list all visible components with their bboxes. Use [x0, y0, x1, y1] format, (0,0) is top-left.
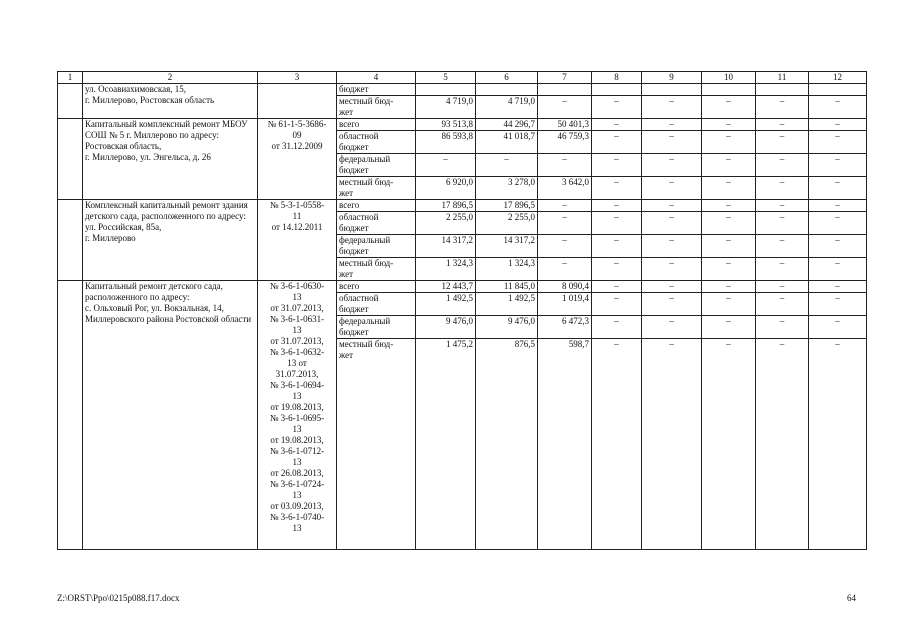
value-cell: 44 296,7	[476, 119, 538, 131]
value-cell: –	[702, 96, 756, 119]
value-cell: –	[476, 154, 538, 177]
value-cell: 3 642,0	[538, 177, 592, 200]
funding-source-cell: областной бюджет	[337, 131, 416, 154]
value-cell: –	[756, 177, 809, 200]
funding-source-cell: местный бюд- жет	[337, 96, 416, 119]
value-cell: –	[756, 96, 809, 119]
document-cell	[258, 84, 337, 119]
value-cell: 598,7	[538, 339, 592, 550]
document-cell: № 61-1-5-3686- 09 от 31.12.2009	[258, 119, 337, 200]
value-cell: 2 255,0	[416, 212, 476, 235]
value-cell: –	[756, 235, 809, 258]
value-cell: –	[642, 212, 702, 235]
value-cell: 8 090,4	[538, 281, 592, 293]
value-cell	[809, 84, 867, 96]
value-cell: 9 476,0	[476, 316, 538, 339]
object-name-cell: Капитальный комплексный ремонт МБОУ СОШ № 5 г. Миллерово по адресу: Ростовская область, г. Миллерово, ул. Энгельса, д. 26	[83, 119, 258, 200]
column-number: 4	[337, 72, 416, 84]
value-cell: –	[702, 258, 756, 281]
funding-source-cell: всего	[337, 281, 416, 293]
value-cell: –	[592, 154, 642, 177]
column-number: 11	[756, 72, 809, 84]
row-number-cell	[58, 281, 83, 550]
value-cell: –	[809, 177, 867, 200]
value-cell: –	[642, 119, 702, 131]
value-cell: 12 443,7	[416, 281, 476, 293]
document-cell: № 3-6-1-0630- 13 от 31.07.2013, № 3-6-1-0631- 13 от 31.07.2013, № 3-6-1-0632- 13 от 31.07.2013, № 3-6-1-0694- 13 от 19.08.2013, № 3-6-1-0695- 13 от 19.08.2013, № 3-6-1-0712- 13 от 26.08.2013, № 3-6-1-0724- 13 от 03.09.2013, № 3-6-1-0740- 13	[258, 281, 337, 550]
value-cell: 11 845,0	[476, 281, 538, 293]
value-cell: –	[538, 154, 592, 177]
column-number: 10	[702, 72, 756, 84]
data-table	[57, 71, 867, 550]
column-number: 9	[642, 72, 702, 84]
object-name-cell: Капитальный ремонт детского сада, расположенного по адресу: с. Ольховый Рог, ул. Вокзальная, 14, Миллеровского района Ростовской области	[83, 281, 258, 550]
value-cell: –	[416, 154, 476, 177]
value-cell: –	[592, 131, 642, 154]
funding-source-cell: всего	[337, 200, 416, 212]
value-cell: –	[756, 154, 809, 177]
row-number-cell	[58, 119, 83, 200]
value-cell: –	[592, 258, 642, 281]
column-number: 5	[416, 72, 476, 84]
column-number: 2	[83, 72, 258, 84]
value-cell: –	[756, 293, 809, 316]
row-number-cell	[58, 200, 83, 281]
value-cell: –	[592, 281, 642, 293]
value-cell: –	[702, 293, 756, 316]
value-cell: –	[642, 177, 702, 200]
value-cell: –	[756, 131, 809, 154]
value-cell	[642, 84, 702, 96]
value-cell: –	[809, 258, 867, 281]
value-cell: –	[538, 258, 592, 281]
value-cell: –	[809, 212, 867, 235]
value-cell: 9 476,0	[416, 316, 476, 339]
value-cell: –	[642, 258, 702, 281]
value-cell: –	[642, 281, 702, 293]
value-cell: 1 324,3	[476, 258, 538, 281]
value-cell: –	[702, 200, 756, 212]
value-cell: 876,5	[476, 339, 538, 550]
value-cell: –	[538, 96, 592, 119]
page-number: 64	[847, 593, 856, 603]
column-number: 12	[809, 72, 867, 84]
value-cell: –	[592, 96, 642, 119]
value-cell: –	[756, 212, 809, 235]
funding-source-cell: федеральный бюджет	[337, 154, 416, 177]
funding-source-cell: местный бюд- жет	[337, 339, 416, 550]
value-cell: –	[592, 235, 642, 258]
value-cell: –	[809, 316, 867, 339]
value-cell: –	[809, 339, 867, 550]
value-cell: –	[592, 200, 642, 212]
value-cell: –	[642, 154, 702, 177]
value-cell: –	[756, 258, 809, 281]
value-cell: –	[809, 154, 867, 177]
value-cell: –	[702, 339, 756, 550]
column-number: 7	[538, 72, 592, 84]
value-cell: 41 018,7	[476, 131, 538, 154]
row-number-cell	[58, 84, 83, 119]
value-cell: –	[592, 316, 642, 339]
value-cell: –	[642, 293, 702, 316]
value-cell	[756, 84, 809, 96]
value-cell: –	[702, 177, 756, 200]
value-cell: –	[642, 200, 702, 212]
column-number: 3	[258, 72, 337, 84]
table-row	[58, 84, 867, 96]
value-cell: –	[809, 131, 867, 154]
funding-source-cell: местный бюд- жет	[337, 177, 416, 200]
value-cell: –	[809, 96, 867, 119]
value-cell: –	[756, 281, 809, 293]
value-cell: 4 719,0	[476, 96, 538, 119]
column-number: 8	[592, 72, 642, 84]
value-cell: –	[702, 235, 756, 258]
value-cell: 17 896,5	[476, 200, 538, 212]
value-cell: –	[809, 235, 867, 258]
value-cell: –	[538, 235, 592, 258]
file-path: Z:\ORST\Ppo\0215p088.f17.docx	[57, 593, 180, 603]
value-cell: –	[642, 96, 702, 119]
value-cell: –	[702, 131, 756, 154]
value-cell: –	[642, 339, 702, 550]
value-cell: –	[592, 293, 642, 316]
value-cell: –	[592, 119, 642, 131]
funding-source-cell: федеральный бюджет	[337, 316, 416, 339]
value-cell	[538, 84, 592, 96]
document-cell: № 5-3-1-0558- 11 от 14.12.2011	[258, 200, 337, 281]
value-cell: –	[809, 293, 867, 316]
value-cell: –	[702, 212, 756, 235]
value-cell	[416, 84, 476, 96]
value-cell: 17 896,5	[416, 200, 476, 212]
funding-source-cell: федеральный бюджет	[337, 235, 416, 258]
header-row	[58, 72, 867, 84]
value-cell	[702, 84, 756, 96]
value-cell: 2 255,0	[476, 212, 538, 235]
value-cell: 14 317,2	[416, 235, 476, 258]
value-cell: 93 513,8	[416, 119, 476, 131]
value-cell: 1 475,2	[416, 339, 476, 550]
funding-source-cell: бюджет	[337, 84, 416, 96]
value-cell: –	[756, 316, 809, 339]
value-cell: –	[642, 131, 702, 154]
value-cell: 3 278,0	[476, 177, 538, 200]
value-cell: –	[538, 212, 592, 235]
value-cell: 1 019,4	[538, 293, 592, 316]
value-cell: –	[592, 177, 642, 200]
object-name-cell: Комплексный капитальный ремонт здания детского сада, расположенного по адресу: ул. Российская, 85а, г. Миллерово	[83, 200, 258, 281]
funding-source-cell: всего	[337, 119, 416, 131]
funding-source-cell: местный бюд- жет	[337, 258, 416, 281]
value-cell: –	[702, 316, 756, 339]
value-cell: –	[756, 339, 809, 550]
value-cell: –	[642, 316, 702, 339]
value-cell: –	[809, 119, 867, 131]
value-cell: 46 759,3	[538, 131, 592, 154]
value-cell: 14 317,2	[476, 235, 538, 258]
value-cell: –	[702, 154, 756, 177]
value-cell: –	[642, 235, 702, 258]
value-cell: 50 401,3	[538, 119, 592, 131]
value-cell: –	[592, 339, 642, 550]
value-cell: 1 324,3	[416, 258, 476, 281]
table-row	[58, 200, 867, 212]
funding-source-cell: областной бюджет	[337, 293, 416, 316]
value-cell	[476, 84, 538, 96]
value-cell: 6 472,3	[538, 316, 592, 339]
value-cell: 6 920,0	[416, 177, 476, 200]
value-cell: –	[809, 281, 867, 293]
column-number: 6	[476, 72, 538, 84]
column-number: 1	[58, 72, 83, 84]
value-cell: –	[702, 281, 756, 293]
value-cell: 1 492,5	[476, 293, 538, 316]
value-cell: 1 492,5	[416, 293, 476, 316]
value-cell: –	[756, 200, 809, 212]
table-row	[58, 119, 867, 131]
value-cell: 4 719,0	[416, 96, 476, 119]
value-cell	[592, 84, 642, 96]
value-cell: –	[702, 119, 756, 131]
value-cell: –	[756, 119, 809, 131]
value-cell: –	[809, 200, 867, 212]
funding-source-cell: областной бюджет	[337, 212, 416, 235]
value-cell: –	[592, 212, 642, 235]
object-name-cell: ул. Осоавиахимовская, 15, г. Миллерово, Ростовская область	[83, 84, 258, 119]
value-cell: 86 593,8	[416, 131, 476, 154]
value-cell: –	[538, 200, 592, 212]
table-row	[58, 281, 867, 293]
